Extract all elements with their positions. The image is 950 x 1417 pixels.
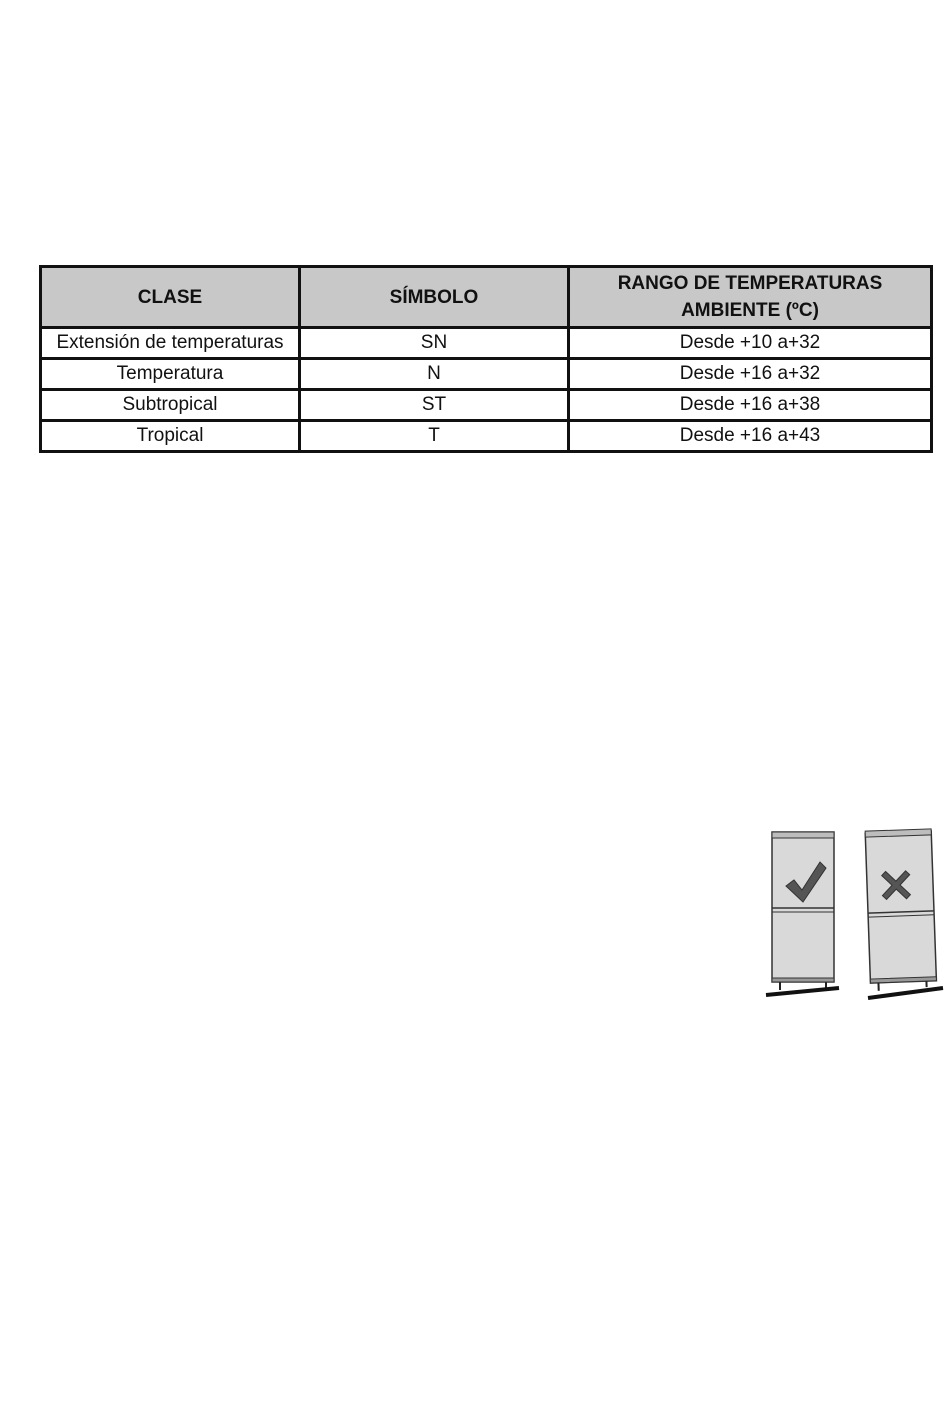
cell-clase: Subtropical — [41, 390, 300, 421]
table-row — [41, 390, 932, 421]
table-header-row — [41, 267, 932, 328]
cell-rango: Desde +16 a+38 — [569, 390, 932, 421]
cell-rango: Desde +10 a+32 — [569, 328, 932, 359]
header-simbolo: SÍMBOLO — [300, 267, 569, 328]
header-rango — [569, 267, 932, 328]
cell-simbolo: SN — [300, 328, 569, 359]
cell-rango: Desde +16 a+43 — [569, 421, 932, 452]
header-clase: CLASE — [41, 267, 300, 328]
cell-clase: Temperatura — [41, 359, 300, 390]
cell-simbolo: T — [300, 421, 569, 452]
cell-rango: Desde +16 a+32 — [569, 359, 932, 390]
table-row — [41, 359, 932, 390]
header-rango-line1: RANGO DE TEMPERATURAS — [617, 273, 883, 294]
fridge-tilted-illustration — [865, 829, 937, 991]
cell-simbolo: N — [300, 359, 569, 390]
cell-simbolo: ST — [300, 390, 569, 421]
fridge-level-figure — [760, 822, 946, 1002]
table-row — [41, 328, 932, 359]
cell-clase: Extensión de temperaturas — [41, 328, 300, 359]
header-rango-line2: AMBIENTE (ºC) — [681, 300, 819, 321]
table-row — [41, 421, 932, 452]
cell-clase: Tropical — [41, 421, 300, 452]
climate-class-table — [39, 265, 933, 453]
fridge-upright-illustration — [766, 832, 839, 995]
